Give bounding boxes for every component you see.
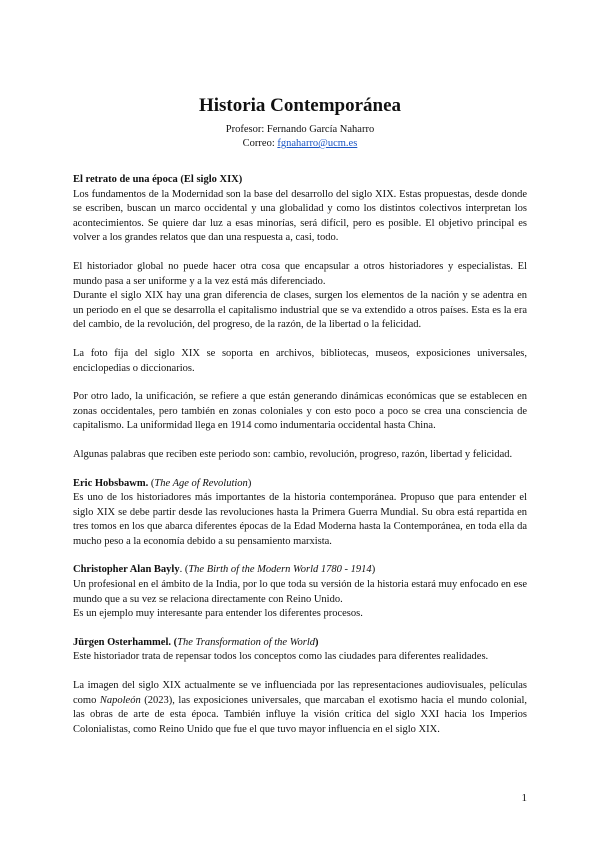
page-title: Historia Contemporánea [198, 95, 402, 116]
document-meta [73, 123, 527, 151]
author-name: Jürgen Osterhammel. [73, 636, 171, 648]
document-body [73, 173, 527, 737]
paragraph: Los fundamentos de la Modernidad son la base del desarrollo del siglo XIX. Estas propuestas, desde donde se escriben, buscan un marco occidental y una globalidad y como los distintos colectivos interpretan los acontecimientos. Se quiere dar luz a esas minorías, será difícil, pero es posible. El objetivo principal es volver a los grandes relatos que dan una respuesta a, casi, todo. [73, 188, 527, 244]
professor-line: Profesor: Fernando García Naharro [225, 124, 375, 135]
email-link[interactable]: fgnaharro@ucm.es [277, 138, 358, 149]
section-heading: Eric Hobsbawm. (The Age of Revolution) [73, 477, 252, 489]
book-title: The Transformation of the World [177, 636, 315, 648]
paragraph: Algunas palabras que reciben este periodo son: cambio, revolución, progreso, razón, libertad y felicidad. [73, 448, 513, 460]
book-title: The Age of Revolution [154, 477, 248, 489]
paragraph: La foto fija del siglo XIX se soporta en archivos, bibliotecas, museos, exposiciones universales, enciclopedias o diccionarios. [73, 347, 527, 374]
film-title: Napoleón [99, 694, 141, 706]
email-line [73, 137, 527, 151]
paragraph: Durante el siglo XIX hay una gran diferencia de clases, surgen los elementos de la nación y se adentra en un periodo en el que se desarrolla el capitalismo industrial que se va extendido a otros países. Esta es la era del cambio, de la revolución, del progreso, de la razón, de la libertad o la felicidad. [73, 290, 527, 331]
paragraph: El historiador global no puede hacer otra cosa que encapsular a otros historiadores y especialistas. El mundo pasa a ser uniforme y a la vez está más diferenciado. [73, 260, 527, 287]
paragraph: Por otro lado, la unificación, se refiere a que están generando dinámicas económicas que se establecen en zonas occidentales, pero también en zonas coloniales y con esto poco a poco se crea una consciencia de capitalismo. La uniformidad llega en 1914 como indumentaria occidental hasta China. [73, 391, 527, 432]
section-heading: El retrato de una época (El siglo XIX) [73, 174, 243, 185]
paragraph: La imagen del siglo XIX actualmente se ve influenciada por las representaciones audiovisuales, películas como Napoleón (2023), las exposiciones universales, que marcaban el exotismo hacia el mundo colonial, las obras de arte de esta época. También influye la visión crítica del siglo XXI hacia los Imperios Colonialistas, como Reino Unido que fue el que tuvo mayor influencia en el siglo XIX. [73, 680, 528, 735]
section-heading: Christopher Alan Bayly. (The Birth of the Modern World 1780 - 1914) [73, 564, 376, 576]
author-name: Christopher Alan Bayly [73, 564, 180, 576]
paragraph: Es uno de los historiadores más importantes de la historia contemporánea. Propuso que para entender el siglo XIX se debe partir desde las revoluciones hasta la Primera Guerra Mundial. Su obra está repartida en tres tomos en los que abarca diferentes épocas de la Edad Moderna hasta la Contemporánea, en toda ella da mucho peso a la economía debido a su pensamiento marxista. [73, 492, 527, 547]
email-label: Correo: [242, 138, 278, 149]
paragraph: Este historiador trata de repensar todos los conceptos como las ciudades para diferentes realidades. [73, 651, 489, 663]
paragraph: Un profesional en el ámbito de la India, por lo que toda su versión de la historia estará muy enfocado en ese mundo que a su vez se relaciona directamente con Reino Unido. [73, 579, 527, 605]
author-name: Eric Hobsbawm. [73, 477, 149, 489]
page-number: 1 [521, 792, 527, 805]
section-heading: Jürgen Osterhammel. (The Transformation of the World) [73, 636, 319, 648]
book-title: The Birth of the Modern World 1780 - 1914 [188, 564, 372, 576]
paragraph: Es un ejemplo muy interesante para entender los diferentes procesos. [73, 608, 363, 620]
